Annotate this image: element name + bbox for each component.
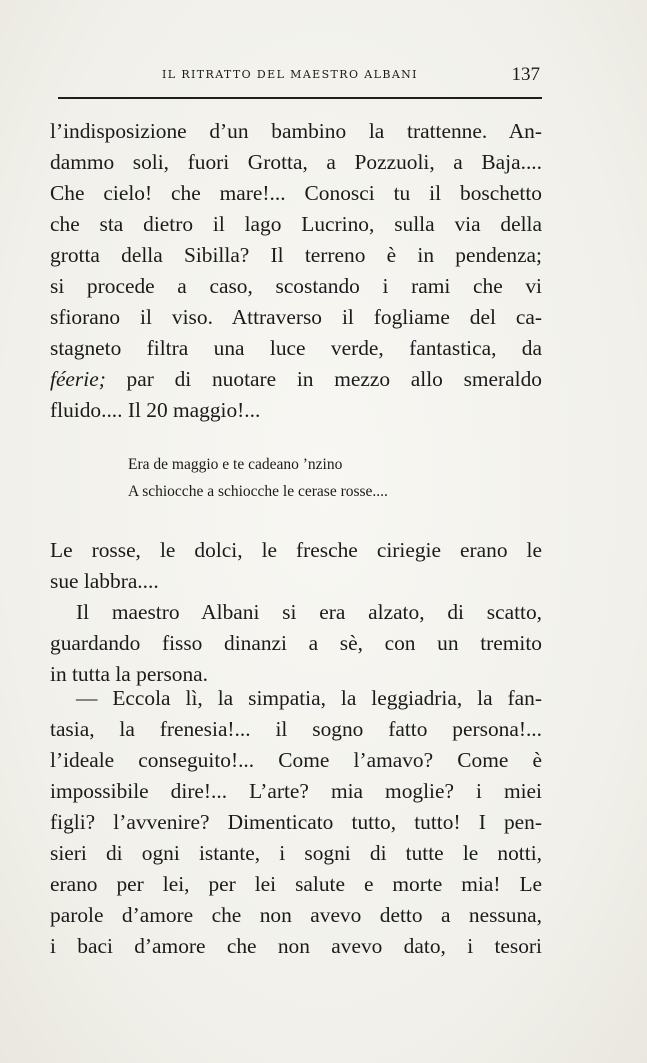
text-line: si procede a caso, scostando i rami che vi	[50, 274, 542, 298]
text-line: dammo soli, fuori Grotta, a Pozzuoli, a Baja....	[50, 150, 542, 174]
text-line: — Eccola lì, la simpatia, la leggiadria, la fan-	[76, 686, 542, 710]
text-line: sfiorano il viso. Attraverso il fogliame del ca-	[50, 305, 542, 329]
text-line: impossibile dire!... L’arte? mia moglie? i miei	[50, 779, 542, 803]
text-line: erano per lei, per lei salute e morte mia! Le	[50, 872, 542, 896]
text-line: l’ideale conseguito!... Come l’amavo? Come è	[50, 748, 542, 772]
text-line: sieri di ogni istante, i sogni di tutte le notti,	[50, 841, 542, 865]
text-line: Il maestro Albani si era alzato, di scatto,	[76, 600, 542, 624]
page-number: 137	[511, 64, 540, 85]
text-line: che sta dietro il lago Lucrino, sulla via della	[50, 212, 542, 236]
text-line: tasia, la frenesia!... il sogno fatto persona!...	[50, 717, 542, 741]
text-line: i baci d’amore che non avevo dato, i tesori	[50, 934, 542, 958]
verse-line: A schiocche a schiocche le cerase rosse....	[128, 483, 388, 500]
text-line: parole d’amore che non avevo detto a nessuna,	[50, 903, 542, 927]
text-line: l’indisposizione d’un bambino la trattenne. An-	[50, 119, 542, 143]
page-header	[58, 62, 542, 92]
running-title: IL RITRATTO DEL MAESTRO ALBANI	[162, 68, 418, 81]
foreign-word: féerie;	[50, 367, 106, 391]
text-line: stagneto filtra una luce verde, fantastica, da	[50, 336, 542, 360]
text-line: Che cielo! che mare!... Conosci tu il boschetto	[50, 181, 542, 205]
text-line: figli? l’avvenire? Dimenticato tutto, tutto! I pen-	[50, 810, 542, 834]
verse-line: Era de maggio e te cadeano ’nzino	[128, 456, 343, 473]
text-line: fluido.... Il 20 maggio!...	[50, 398, 261, 422]
text-line: sue labbra....	[50, 569, 159, 593]
text-span: par di nuotare in mezzo allo smeraldo	[105, 367, 542, 391]
header-rule	[58, 97, 542, 99]
text-line: guardando fisso dinanzi a sè, con un tremito	[50, 631, 542, 655]
text-line: grotta della Sibilla? Il terreno è in pendenza;	[50, 243, 542, 267]
text-line: Le rosse, le dolci, le fresche ciriegie erano le	[50, 538, 542, 562]
text-line: in tutta la persona.	[50, 662, 209, 686]
text-line	[50, 364, 542, 394]
